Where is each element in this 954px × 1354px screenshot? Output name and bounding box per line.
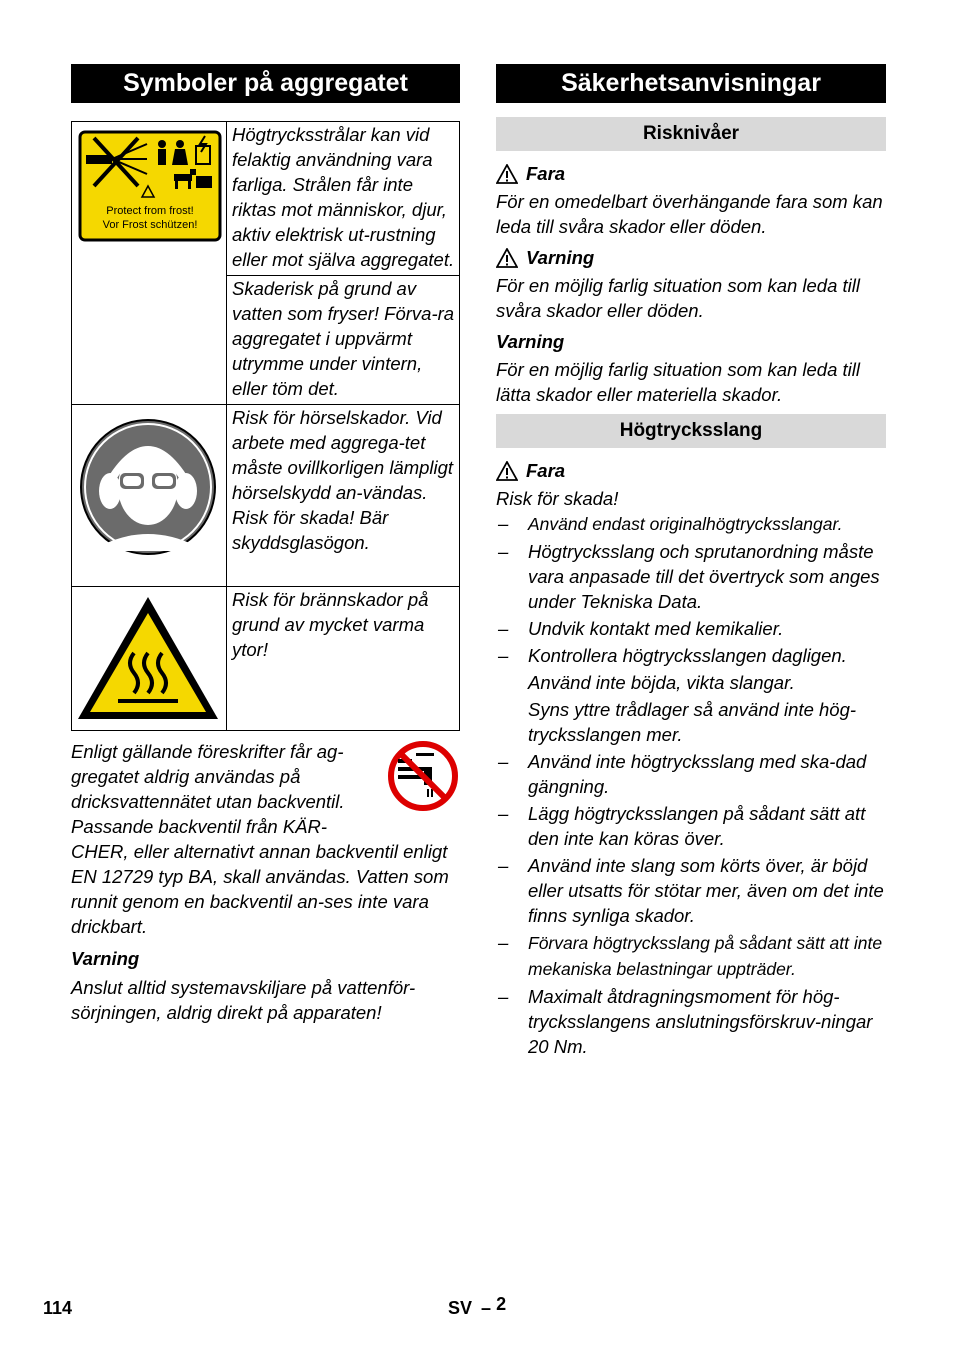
symbol-cell-hearing (72, 405, 227, 587)
hearing-warning-cell (227, 405, 460, 587)
subheading-hose: Högtrycksslang (496, 414, 886, 448)
list-item: – Använd inte högtrycksslang med ska-dad gängning. (498, 751, 867, 797)
hearing-warning-text: Risk för hörselskador. Vid arbete med aggrega-tet måste ovillkorligen lämpligt hörselskydd an-vändas. (232, 407, 454, 503)
fara-text-2: Risk för skada! (496, 488, 619, 509)
subheading-risk-levels: Risknivåer (496, 117, 886, 151)
varning-heading-1 (496, 245, 886, 270)
drinking-water-paragraph (71, 739, 460, 939)
page-number: 114 (43, 1298, 73, 1318)
language-page-label: SV – 2 (448, 1294, 507, 1318)
list-item-continuation: Syns yttre trådlager så använd inte hög-trycksslangen mer. (528, 699, 857, 745)
fara-text-1: För en omedelbart överhängande fara som kan leda till svåra skador eller döden. (496, 191, 883, 237)
drinking-water-line-4: Passande backventil från KÄR- (71, 816, 328, 837)
list-item-continuation: Använd inte böjda, vikta slangar. (528, 672, 795, 693)
varning-label-1: Varning (526, 247, 595, 268)
list-item: – Förvara högtrycksslang på sådant sätt att inte mekaniska belastningar uppträder. (498, 932, 883, 979)
hot-surface-warning-icon (72, 587, 224, 725)
varning-text-2: För en möjlig farlig situation som kan leda till lätta skador eller materiella skador. (496, 359, 860, 405)
fara-heading-1 (496, 161, 886, 186)
frost-warning-text: Skaderisk på grund av vatten som fryser! Förva-ra aggregatet i uppvärmt utrymme under vintern, eller töm det. (227, 276, 460, 405)
fara-label-2: Fara (526, 460, 566, 481)
list-item: – Kontrollera högtrycksslangen dagligen. (498, 645, 847, 666)
fara-label-1: Fara (526, 163, 566, 184)
left-column (71, 64, 460, 1025)
ear-and-eye-protection-icon (72, 405, 224, 581)
hose-rules-list (496, 511, 886, 1059)
warning-triangle-icon (496, 164, 518, 184)
list-item: – Använd inte slang som körts över, är böjd eller utsatts för stötar mer, även om det inte finns synliga skador. (498, 855, 884, 926)
right-column (496, 64, 886, 1061)
burn-warning-text: Risk för brännskador på grund av mycket varma ytor! (227, 587, 460, 731)
drinking-water-rest: CHER, eller alternativt annan backventil enligt EN 12729 typ BA, skall användas. Vatten som runnit genom en backventil an-ses inte vara drickbart. (71, 841, 449, 937)
fara-heading-2 (496, 458, 886, 483)
varning-text-1: För en möjlig farlig situation som kan leda till svåra skador eller döden. (496, 275, 860, 321)
left-varning-text: Anslut alltid systemavskiljare på vattenför-sörjningen, aldrig direkt på apparaten! (71, 977, 416, 1023)
symbols-table (71, 121, 460, 731)
highpressure-warning-text: Högtrycksstrålar kan vid felaktig användning vara farliga. Strålen får inte riktas mot människor, djur, aktiv elektrisk ut-rustning eller mot själva aggregatet. (227, 122, 460, 276)
symbol-cell-hot-surface (72, 587, 227, 731)
warning-triangle-icon (496, 461, 518, 481)
left-varning-label: Varning (71, 948, 140, 969)
varning-label-2: Varning (496, 331, 565, 352)
drinking-water-line-2: gregatet aldrig användas på (71, 766, 301, 787)
frost-label-de: Vor Frost schützen! (102, 219, 198, 231)
list-item: – Maximalt åtdragningsmoment för hög-trycksslangens anslutningsförskruv-ningar 20 Nm. (498, 986, 873, 1057)
section-title-symbols: Symboler på aggregatet (71, 64, 460, 103)
no-drinking-water-connection-icon (386, 739, 460, 813)
goggles-warning-text: Risk för skada! Bär skyddsglasögon. (232, 507, 389, 553)
highpressure-warning-icon (72, 122, 224, 252)
list-item: – Undvik kontakt med kemikalier. (498, 618, 784, 639)
drinking-water-line-1: Enligt gällande föreskrifter får ag- (71, 741, 344, 762)
symbol-cell-highpressure (72, 122, 227, 405)
list-item: – Använd endast originalhögtrycksslangar. (498, 513, 843, 534)
drinking-water-line-3: dricksvattennätet utan backventil. (71, 791, 345, 812)
list-item: – Högtrycksslang och sprutanordning måste vara anpasade till det övertryck som anges under Tekniska Data. (498, 541, 880, 612)
warning-triangle-icon (496, 248, 518, 268)
frost-label-en: Protect from frost! (106, 205, 194, 217)
section-title-safety: Säkerhetsanvisningar (496, 64, 886, 103)
list-item: – Lägg högtrycksslangen på sådant sätt att den inte kan köras över. (498, 803, 866, 849)
